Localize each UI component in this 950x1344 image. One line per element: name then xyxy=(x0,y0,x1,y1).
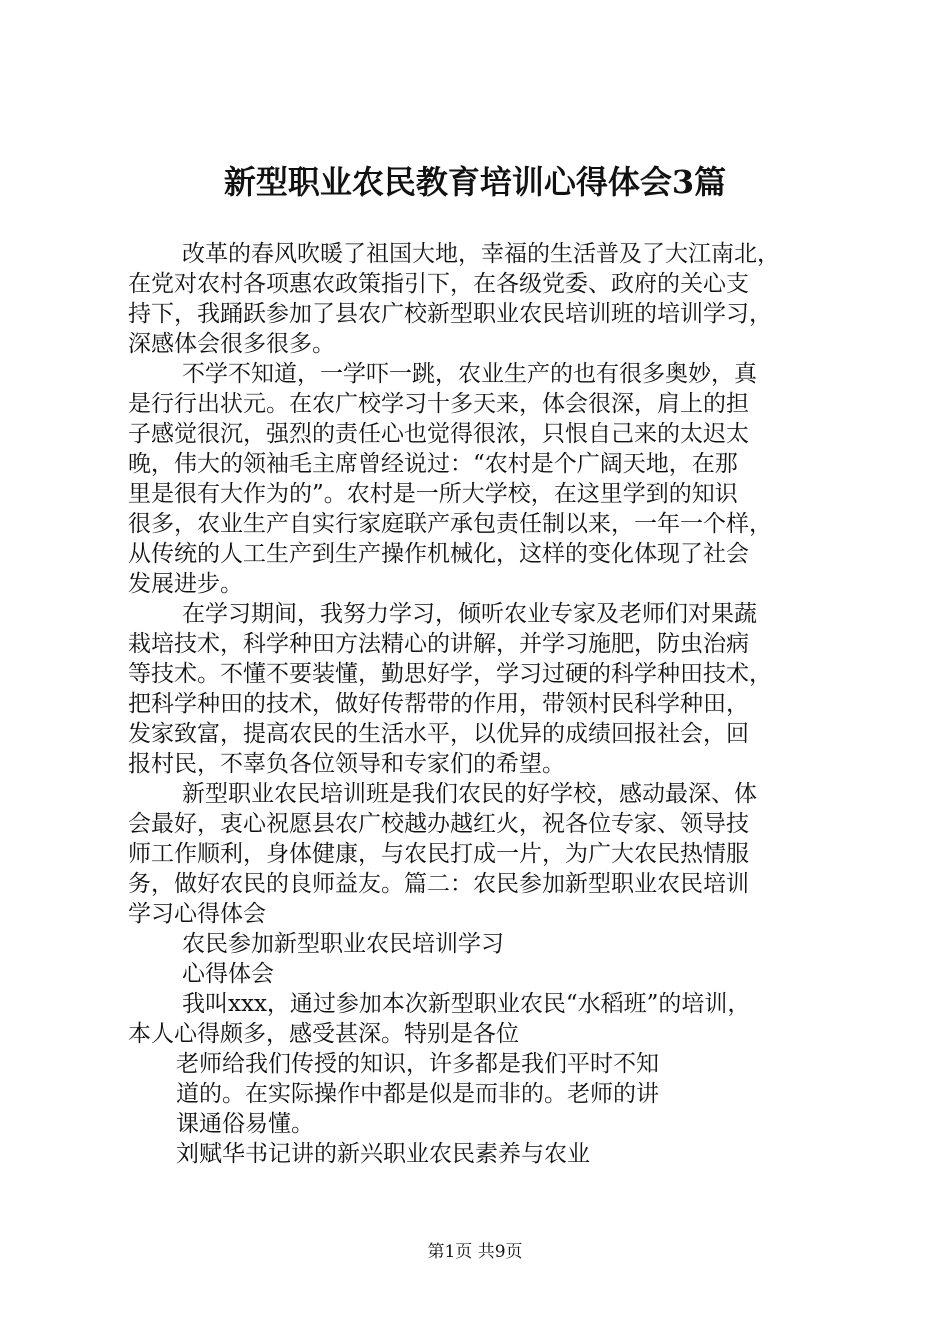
body-line: 农民参加新型职业农民培训学习 xyxy=(182,931,504,957)
body-line: 师工作顺利，身体健康，与农民打成一片，为广大农民热情服 xyxy=(128,841,749,867)
body-line: 课通俗易懂。 xyxy=(176,1111,314,1137)
body-line: 学习心得体会 xyxy=(128,901,266,927)
body-line: 刘赋华书记讲的新兴职业农民素养与农业 xyxy=(176,1141,590,1167)
body-line: 道的。在实际操作中都是似是而非的。老师的讲 xyxy=(176,1081,659,1107)
body-line: 改革的春风吹暖了祖国大地，幸福的生活普及了大江南北， xyxy=(182,241,780,267)
body-line: 会最好，衷心祝愿县农广校越办越红火，祝各位专家、领导技 xyxy=(128,811,749,837)
body-line: 发家致富，提高农民的生活水平，以优异的成绩回报社会，回 xyxy=(128,721,749,747)
body-line: 我叫xxx，通过参加本次新型职业农民“水稻班”的培训， xyxy=(182,991,751,1017)
body-line: 从传统的人工生产到生产操作机械化，这样的变化体现了社会 xyxy=(128,541,749,567)
body-line: 把科学种田的技术，做好传帮带的作用，带领村民科学种田， xyxy=(128,691,749,717)
body-line: 发展进步。 xyxy=(128,571,243,597)
body-line: 持下，我踊跃参加了县农广校新型职业农民培训班的培训学习， xyxy=(128,301,772,327)
body-line: 栽培技术，科学种田方法精心的讲解，并学习施肥，防虫治病 xyxy=(128,631,749,657)
body-line: 老师给我们传授的知识，许多都是我们平时不知 xyxy=(176,1051,659,1077)
body-line: 晚，伟大的领袖毛主席曾经说过：“农村是个广阔天地，在那 xyxy=(128,451,738,477)
body-line: 子感觉很沉，强烈的责任心也觉得很浓，只恨自己来的太迟太 xyxy=(128,421,749,447)
body-line: 心得体会 xyxy=(182,961,274,987)
body-line: 深感体会很多很多。 xyxy=(128,331,335,357)
body-line: 本人心得颇多，感受甚深。特别是各位 xyxy=(128,1021,519,1047)
body-line: 等技术。不懂不要装懂，勤思好学，学习过硬的科学种田技术， xyxy=(128,661,772,687)
page-footer: 第1页 共9页 xyxy=(427,1242,523,1262)
body-line: 里是很有大作为的”。农村是一所大学校，在这里学到的知识 xyxy=(128,481,738,507)
body-line: 是行行出状元。在农广校学习十多天来，体会很深，肩上的担 xyxy=(128,391,749,417)
body-line: 在党对农村各项惠农政策指引下，在各级党委、政府的关心支 xyxy=(128,271,749,297)
body-line: 务，做好农民的良师益友。篇二：农民参加新型职业农民培训 xyxy=(128,871,749,897)
document-title: 新型职业农民教育培训心得体会3篇 xyxy=(223,163,727,201)
body-line: 很多，农业生产自实行家庭联产承包责任制以来，一年一个样， xyxy=(128,511,772,537)
body-line: 不学不知道，一学吓一跳，农业生产的也有很多奥妙，真 xyxy=(182,361,757,387)
body-line: 新型职业农民培训班是我们农民的好学校，感动最深、体 xyxy=(182,781,757,807)
body-line: 报村民，不辜负各位领导和专家们的希望。 xyxy=(128,751,565,777)
body-line: 在学习期间，我努力学习，倾听农业专家及老师们对果蔬 xyxy=(182,601,757,627)
